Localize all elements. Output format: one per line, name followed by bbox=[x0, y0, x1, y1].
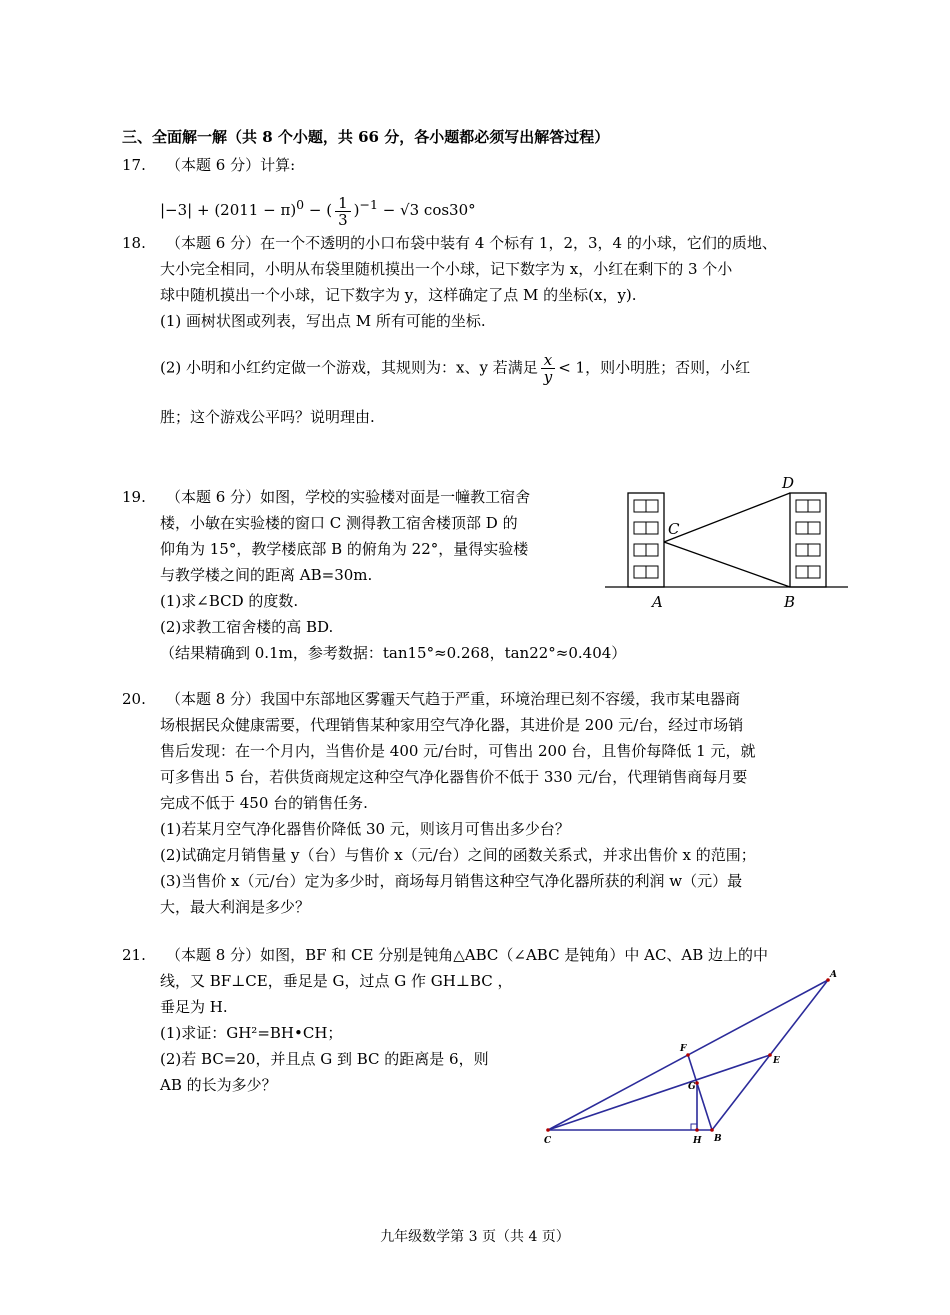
vertex-label-g: G bbox=[688, 1082, 696, 1092]
q21-number: 21. bbox=[122, 946, 146, 964]
q17-number: 17. bbox=[122, 156, 146, 174]
point-label-b: B bbox=[784, 593, 796, 611]
page-footer: 九年级数学第 3 页（共 4 页） bbox=[380, 1229, 570, 1245]
sight-line-cd bbox=[664, 493, 790, 542]
q19-line-1 bbox=[122, 486, 530, 508]
q18-part-2-cont: 胜；这个游戏公平吗？说明理由. bbox=[160, 408, 375, 426]
q21-triangle-figure bbox=[530, 965, 850, 1155]
q19-building-figure bbox=[600, 470, 850, 615]
q19-line-3: 仰角为 15°，教学楼底部 B 的俯角为 22°，量得实验楼 bbox=[160, 540, 529, 558]
q20-part-3-cont: 大，最大利润是多少？ bbox=[160, 898, 311, 916]
q19-part-1: (1)求∠BCD 的度数. bbox=[160, 592, 299, 610]
q21-text: （本题 8 分）如图，BF 和 CE 分别是钝角△ABC（∠ABC 是钝角）中 AC、AB 边上的中 bbox=[166, 946, 769, 964]
point-label-c: C bbox=[668, 520, 680, 538]
q19-number: 19. bbox=[122, 488, 146, 506]
q20-part-2: (2)试确定月销售量 y（台）与售价 x（元/台）之间的函数关系式，并求出售价 x 的范围； bbox=[160, 846, 756, 864]
formula-fraction bbox=[335, 195, 351, 228]
q20-text: （本题 8 分）我国中东部地区雾霾天气趋于严重，环境治理已刻不容缓，我市某电器商 bbox=[166, 690, 741, 708]
q18-part-2-text: (2) 小明和小红约定做一个游戏，其规则为：x、y 若满足 bbox=[160, 358, 538, 377]
vertex-label-f: F bbox=[680, 1044, 687, 1054]
vertex-label-c: C bbox=[544, 1136, 552, 1146]
q19-note: （结果精确到 0.1m，参考数据：tan15°≈0.268，tan22°≈0.404） bbox=[160, 644, 627, 662]
vertex-label-b: B bbox=[714, 1134, 722, 1144]
formula-exponent: 0 bbox=[296, 197, 305, 212]
formula-part: − ( bbox=[304, 201, 333, 219]
q20-line-2: 场根据民众健康需要，代理销售某种家用空气净化器，其进价是 200 元/台，经过市场销 bbox=[160, 716, 744, 734]
q20-part-3: (3)当售价 x（元/台）定为多少时，商场每月销售这种空气净化器所获的利润 w（元）最 bbox=[160, 872, 743, 890]
q18-part-1: (1) 画树状图或列表，写出点 M 所有可能的坐标. bbox=[160, 312, 486, 330]
median-bf bbox=[688, 1055, 712, 1130]
q21-line-2: 线，又 BF⊥CE，垂足是 G，过点 G 作 GH⊥BC ， bbox=[160, 972, 513, 990]
q18-line-2: 大小完全相同，小明从布袋里随机摸出一个小球，记下数字为 x，小红在剩下的 3 个小 bbox=[160, 260, 733, 278]
q20-line-1 bbox=[122, 688, 740, 710]
q20-line-4: 可多售出 5 台，若供货商规定这种空气净化器售价不低于 330 元/台，代理销售商每月要 bbox=[160, 768, 748, 786]
q19-line-4: 与教学楼之间的距离 AB=30m. bbox=[160, 566, 373, 584]
q18-text: （本题 6 分）在一个不透明的小口布袋中装有 4 个标有 1，2，3，4 的小球，它们的质地、 bbox=[166, 234, 777, 252]
q20-line-3: 售后发现：在一个月内，当售价是 400 元/台时，可售出 200 台，且售价每降低 1 元，就 bbox=[160, 742, 756, 760]
q17-stem bbox=[122, 154, 295, 176]
q20-number: 20. bbox=[122, 690, 146, 708]
median-ce bbox=[548, 1055, 770, 1130]
q20-line-5: 完成不低于 450 台的销售任务. bbox=[160, 794, 368, 812]
fraction-denominator: 3 bbox=[338, 210, 348, 229]
formula-part: − √3 cos30° bbox=[377, 201, 476, 219]
q21-line-3: 垂足为 H. bbox=[160, 998, 228, 1016]
q21-line-1 bbox=[122, 944, 768, 966]
fraction-numerator: x bbox=[541, 352, 555, 369]
q18-number: 18. bbox=[122, 234, 146, 252]
q18-line-3: 球中随机摸出一个小球，记下数字为 y，这样确定了点 M 的坐标(x，y). bbox=[160, 286, 637, 304]
q21-part-2-cont: AB 的长为多少？ bbox=[160, 1076, 277, 1094]
formula-part: |−3| + (2011 − π) bbox=[160, 201, 297, 219]
q20-part-1: (1)若某月空气净化器售价降低 30 元，则该月可售出多少台？ bbox=[160, 820, 570, 838]
q18-part-2-text: < 1，则小明胜；否则，小红 bbox=[558, 358, 751, 377]
section-header: 三、全面解一解（共 8 个小题，共 66 分，各小题都必须写出解答过程） bbox=[122, 128, 610, 146]
q19-part-2: (2)求教工宿舍楼的高 BD. bbox=[160, 618, 334, 636]
q18-line-1 bbox=[122, 232, 777, 254]
q17-formula bbox=[160, 188, 476, 228]
q18-part-2 bbox=[160, 352, 750, 385]
point-label-a: A bbox=[652, 593, 663, 611]
q17-text: （本题 6 分）计算: bbox=[166, 156, 296, 174]
vertex-label-e: E bbox=[773, 1056, 780, 1066]
q19-line-2: 楼，小敏在实验楼的窗口 C 测得教工宿舍楼顶部 D 的 bbox=[160, 514, 518, 532]
q19-text: （本题 6 分）如图，学校的实验楼对面是一幢教工宿舍 bbox=[166, 488, 531, 506]
point-label-d: D bbox=[782, 474, 795, 492]
vertex-label-h: H bbox=[693, 1136, 702, 1146]
q18-fraction bbox=[541, 352, 555, 385]
fraction-numerator: 1 bbox=[335, 195, 351, 212]
q21-part-2: (2)若 BC=20，并且点 G 到 BC 的距离是 6，则 bbox=[160, 1050, 489, 1068]
lab-windows bbox=[634, 500, 658, 578]
q21-part-1: (1)求证：GH²=BH•CH； bbox=[160, 1024, 343, 1042]
formula-exponent: −1 bbox=[359, 197, 378, 212]
dorm-windows bbox=[796, 500, 820, 578]
formula-part: ) bbox=[353, 201, 360, 219]
sight-line-cb bbox=[664, 542, 790, 587]
vertex-label-a: A bbox=[830, 970, 837, 980]
fraction-denominator: y bbox=[543, 368, 553, 386]
